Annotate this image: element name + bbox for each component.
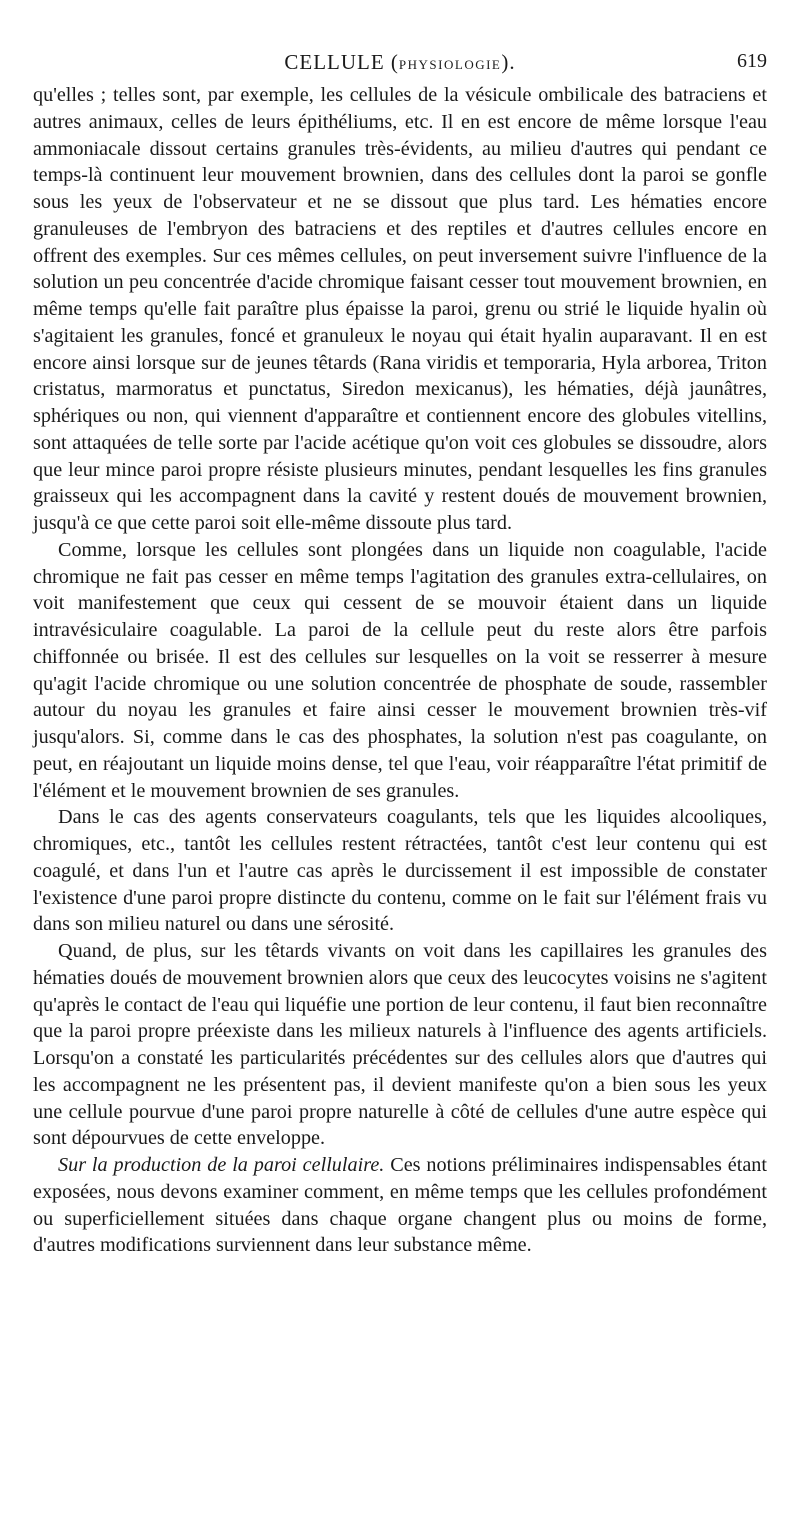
- paragraph-text: Ces notions préliminaires indispensables étant exposées, nous devons examiner comment, en même temps que les cellules profondément ou superficiellement situées dans chaque organe changent plus ou moins de forme, d'autres modifications surviennent dans leur substance même.: [33, 1154, 767, 1257]
- running-title-subject: PHYSIOLOGIE: [398, 57, 502, 72]
- page-number: 619: [737, 50, 767, 72]
- paragraph-text: Quand, de plus, sur les têtards vivants on voit dans les capillaires les granules des hématies doués de mouvement brownien alors que ceux des leucocytes voisins ne s'agitent qu'après le contact de l'eau qui liquéfie une portion de leur contenu, il faut bien reconnaître que la paroi propre préexiste dans les milieux naturels à l'influence des agents artificiels. Lorsqu'on a constaté les particularités précédentes sur des cellules alors que d'autres qui les accompagnent ne les présentent pas, il devient manifeste qu'on a bien sous les yeux une cellule pourvue d'une paroi propre naturelle à côté de cellules d'une autre espèce qui sont dépourvues de cette enveloppe.: [33, 940, 767, 1150]
- running-title: [33, 50, 767, 75]
- paragraph-text: Dans le cas des agents conservateurs coagulants, tels que les liquides alcooliques, chromiques, etc., tantôt les cellules restent rétractées, tantôt c'est leur contenu qui est coagulé, et dans l'un et l'autre cas après le durcissement il est impossible de constater l'existence d'une paroi propre distincte du contenu, comme on le fait sur l'élément frais vu dans son milieu naturel ou dans une sérosité.: [33, 806, 767, 936]
- section-title: Sur la production de la paroi cellulaire.: [58, 1154, 385, 1176]
- paragraph-4: [33, 938, 767, 1152]
- paragraph-3: [33, 804, 767, 938]
- body-text: [33, 82, 767, 1259]
- paragraph-text: qu'elles ; telles sont, par exemple, les cellules de la vésicule ombilicale des batraciens et autres animaux, celles de leurs épithéliums, etc. Il en est encore de même lorsque l'eau ammoniacale dissout certains granules très-évidents, au milieu d'autres qui pendant ce temps-là continuent leur mouvement brownien, dans des cellules dont la paroi se gonfle sous les yeux de l'observateur et ne se dissout que plus tard. Les hématies encore granuleuses de l'embryon des batraciens et des reptiles et d'autres cellules encore en offrent des exemples. Sur ces mêmes cellules, on peut inversement suivre l'influence de la solution un peu concentrée d'acide chromique faisant cesser tout mouvement brownien, en même temps qu'elle fait paraître plus épaisse la paroi, grenu ou strié le liquide hyalin où s'agitaient les granules, foncé et granuleux le noyau qui était hyalin auparavant. Il en est encore ainsi lorsque sur de jeunes têtards (Rana viridis et temporaria, Hyla arborea, Triton cristatus, marmoratus et punctatus, Siredon mexicanus), les hématies, déjà jaunâtres, sphériques ou non, qui viennent d'apparaître et contiennent encore des globules vitellins, sont attaquées de telle sorte par l'acide acétique qu'on voit ces globules se dissoudre, alors que leur mince paroi propre résiste plusieurs minutes, pendant lesquelles les fins granules graisseux qui les accompagnent dans la cavité y restent doués de mouvement brownien, jusqu'à ce que cette paroi soit elle-même dissoute plus tard.: [33, 84, 767, 534]
- running-title-main: CELLULE (: [284, 50, 399, 74]
- paragraph-1: [33, 82, 767, 537]
- running-title-end: ).: [501, 50, 516, 74]
- paragraph-text: Comme, lorsque les cellules sont plongées dans un liquide non coagulable, l'acide chromique ne fait pas cesser en même temps l'agitation des granules extra-cellulaires, on voit manifestement que ceux qui cessent de se mouvoir étaient dans un liquide intravésiculaire coagulable. La paroi de la cellule peut du reste alors être parfois chiffonnée ou brisée. Il est des cellules sur lesquelles on la voit se resserrer à mesure qu'agit l'acide chromique ou une solution concentrée de phosphate de soude, rassembler autour du noyau les granules et faire ainsi cesser le mouvement brownien très-vif jusqu'alors. Si, comme dans le cas des phosphates, la solution n'est pas coagulante, on peut, en réajoutant un liquide moins dense, tel que l'eau, voir réapparaître l'état primitif de l'élément et le mouvement brownien de ses granules.: [33, 538, 767, 802]
- paragraph-5: [33, 1152, 767, 1259]
- book-page: [33, 50, 767, 1259]
- running-head: [33, 50, 767, 82]
- paragraph-2: [33, 537, 767, 805]
